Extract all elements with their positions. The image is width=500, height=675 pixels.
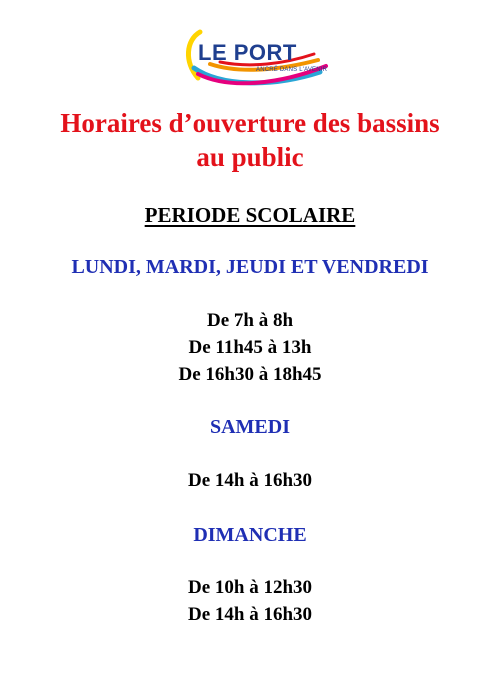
logo-tagline: ANCRÉ DANS L'AVENIR bbox=[256, 67, 328, 73]
time-slot: De 16h30 à 18h45 bbox=[178, 364, 322, 385]
day-group-weekdays: LUNDI, MARDI, JEUDI ET VENDREDI bbox=[71, 256, 429, 278]
time-slot: De 11h45 à 13h bbox=[188, 337, 312, 358]
time-slot: De 10h à 12h30 bbox=[187, 577, 313, 598]
page-title-line-1: Horaires d’ouverture des bassins bbox=[60, 108, 440, 138]
time-slot: De 7h à 8h bbox=[206, 310, 294, 331]
logo-name: LE PORT bbox=[198, 40, 297, 65]
page-title-line-2: au public bbox=[196, 142, 304, 172]
time-slot: De 14h à 16h30 bbox=[187, 604, 313, 625]
period-heading-text: PERIODE SCOLAIRE bbox=[144, 203, 356, 227]
period-heading bbox=[0, 203, 500, 228]
day-group-saturday: SAMEDI bbox=[209, 416, 290, 438]
time-slot: De 14h à 16h30 bbox=[187, 470, 313, 491]
le-port-logo bbox=[180, 22, 332, 90]
day-group-sunday: DIMANCHE bbox=[193, 524, 307, 546]
